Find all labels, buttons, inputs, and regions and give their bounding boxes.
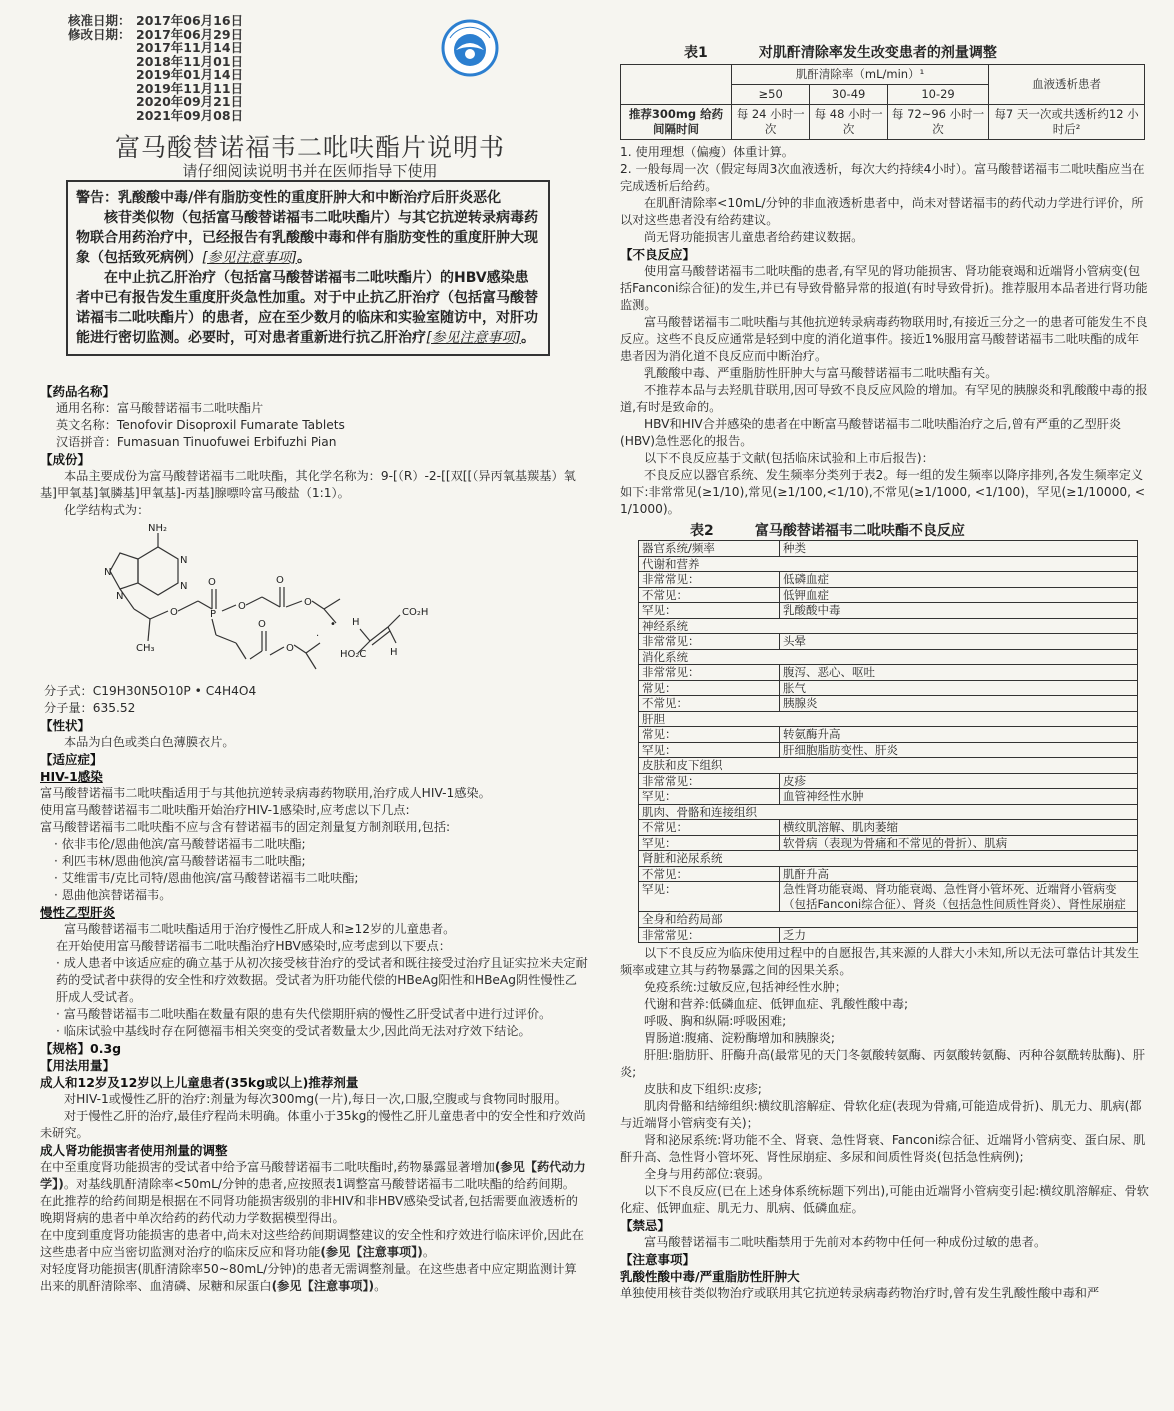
frequency-cell: 非常常见： bbox=[639, 665, 780, 681]
reaction-cell: 转氨酶升高 bbox=[780, 727, 1138, 743]
category-cell: 肾脏和泌尿系统 bbox=[639, 851, 1138, 867]
hiv-text-1: 富马酸替诺福韦二吡呋酯适用于与其他抗逆转录病毒药物联用,治疗成人HIV-1感染。 bbox=[40, 786, 491, 800]
svg-text:N: N bbox=[180, 581, 188, 592]
right-column bbox=[620, 42, 1150, 1302]
subheading-lactic-acidosis: 乳酸性酸中毒/严重脂肪性肝肿大 bbox=[620, 1269, 800, 1284]
table-category-row bbox=[639, 711, 1138, 727]
section-heading-spec: 【规格】0.3g bbox=[40, 1041, 122, 1056]
frequency-cell: 非常常见： bbox=[639, 634, 780, 650]
date-entry: 2019年01月14日 bbox=[136, 67, 244, 82]
adverse-text: 乳酸酸中毒、严重脂肪性肝肿大与富马酸替诺福韦二吡呋酯有关。 bbox=[644, 366, 998, 380]
dose-text-1: 对HIV-1或慢性乙肝的治疗:剂量为每次300mg(一片),每日一次,口服,空腹或与食物同时服用。 bbox=[64, 1092, 567, 1106]
list-item: · 艾维雷韦/克比司特/恩曲他滨/富马酸替诺福韦二吡呋酯; bbox=[54, 871, 359, 885]
reaction-cell: 肌酐升高 bbox=[780, 866, 1138, 882]
svg-text:O: O bbox=[304, 597, 312, 608]
svg-text:HO₂C: HO₂C bbox=[340, 649, 367, 660]
svg-text:O: O bbox=[258, 619, 266, 630]
svg-text:•: • bbox=[330, 619, 336, 630]
list-item: · 依非韦伦/恩曲他滨/富马酸替诺福韦二吡呋酯; bbox=[54, 837, 306, 851]
table-row bbox=[639, 572, 1138, 588]
category-cell: 消化系统 bbox=[639, 649, 1138, 665]
crcl-header: 肌酐清除率（mL/min）¹ bbox=[732, 65, 989, 85]
svg-text:N: N bbox=[104, 567, 112, 578]
date-entry: 2020年09月21日 bbox=[136, 94, 244, 109]
frequency-cell: 罕见： bbox=[639, 882, 780, 912]
frequency-cell: 罕见： bbox=[639, 835, 780, 851]
column-header: 10-29 bbox=[887, 85, 988, 105]
svg-text:N: N bbox=[180, 555, 188, 566]
post-marketing-item: 肝胆:脂肪肝、肝酶升高(最常见的天门冬氨酸转氨酶、丙氨酸转氨酶、丙种谷氨酰转肽酶)、肝炎; bbox=[620, 1048, 1146, 1079]
frequency-cell: 不常见： bbox=[639, 696, 780, 712]
post-marketing-text: 以下不良反应为临床使用过程中的自愿报告,其来源的人群大小未知,所以无法可靠估计其发生频率或建立其与药物暴露之间的因果关系。 bbox=[620, 946, 1140, 977]
frequency-cell: 常见： bbox=[639, 680, 780, 696]
category-cell: 皮肤和皮下组织 bbox=[639, 758, 1138, 774]
section-heading-indications: 【适应症】 bbox=[40, 752, 103, 767]
table-row bbox=[639, 696, 1138, 712]
adverse-text: 使用富马酸替诺福韦二吡呋酯的患者,有罕见的肾功能损害、肾功能衰竭和近端肾小管病变(包括Fanconi综合征)的发生,并已有导致骨骼异常的报道(有时导致骨折)。推荐服用本品者进行肾功能监测。 bbox=[620, 264, 1148, 312]
table-row bbox=[639, 866, 1138, 882]
composition-text: 本品主要成份为富马酸替诺福韦二吡呋酯，其化学名称为：9-[（R）-2-[[双[[（异丙氧基羰基）氧基]甲氧基]氧膦基]甲氧基]-丙基]腺嘌呤富马酸盐（1:1）。 bbox=[40, 469, 576, 500]
table-cell: 每 72~96 小时一次 bbox=[887, 105, 988, 140]
adverse-text: 不良反应以器官系统、发生频率分类列于表2。每一组的发生频率以降序排列,各发生频率定义如下:非常常见(≥1/10),常见(≥1/100,<1/10),不常见(≥1/1000, <1/100)，罕见(≥1/10000, < 1/1000)。 bbox=[620, 468, 1146, 516]
svg-text:O: O bbox=[286, 643, 294, 654]
table-row bbox=[639, 835, 1138, 851]
table1-caption: 表1 对肌酐清除率发生改变患者的剂量调整 bbox=[684, 45, 997, 61]
section-heading-precautions: 【注意事项】 bbox=[620, 1252, 696, 1267]
svg-text:·: · bbox=[316, 631, 320, 642]
note-text: 在肌酐清除率<10mL/分钟的非血液透析患者中，尚未对替诺福韦的药代动力学进行评价，所以对这些患者没有给药建议。 bbox=[620, 196, 1144, 227]
category-cell: 肌肉、骨骼和连接组织 bbox=[639, 804, 1138, 820]
hiv-text-2: 使用富马酸替诺福韦二吡呋酯开始治疗HIV-1感染时,应考虑以下几点: bbox=[40, 803, 410, 817]
table-category-row bbox=[639, 556, 1138, 572]
post-marketing-item: 肌肉骨骼和结缔组织:横纹肌溶解症、骨软化症(表现为骨痛,可能造成骨折)、肌无力、肌病(都与近端肾小管病变有关)； bbox=[620, 1099, 1142, 1130]
warning-box bbox=[66, 180, 550, 356]
reaction-cell: 肝细胞脂肪变性、肝炎 bbox=[780, 742, 1138, 758]
frequency-cell: 非常常见： bbox=[639, 927, 780, 943]
column-header: 器官系统/频率 bbox=[639, 541, 780, 557]
warning-heading: 警告：乳酸酸中毒/伴有脂肪变性的重度肝肿大和中断治疗后肝炎恶化 bbox=[76, 190, 502, 206]
svg-text:NH₂: NH₂ bbox=[148, 523, 168, 534]
table-cell: 每 48 小时一次 bbox=[810, 105, 888, 140]
hbv-text-4: · 富马酸替诺福韦二吡呋酯在数量有限的患有失代偿期肝病的慢性乙肝受试者中进行过评价。 bbox=[56, 1007, 552, 1021]
frequency-cell: 罕见： bbox=[639, 789, 780, 805]
renal-text-3: 在中度到重度肾功能损害的患者中,尚未对这些给药间期调整建议的安全性和疗效进行临床评价,因此在这些患者中应当密切监测对治疗的临床反应和肾功能(参见【注意事项】)。 bbox=[40, 1228, 584, 1259]
section-heading-composition: 【成份】 bbox=[40, 452, 91, 467]
section-heading-dosage: 【用法用量】 bbox=[40, 1058, 116, 1073]
reaction-cell: 横纹肌溶解、肌肉萎缩 bbox=[780, 820, 1138, 836]
frequency-cell: 不常见： bbox=[639, 587, 780, 603]
renal-text-4: 对轻度肾功能损害(肌酐清除率50~80mL/分钟)的患者无需调整剂量。在这些患者中应定期监测计算出来的肌酐清除率、血清磷、尿糖和尿蛋白(参见【注意事项】)。 bbox=[40, 1262, 577, 1293]
list-item: · 利匹韦林/恩曲他滨/富马酸替诺福韦二吡呋酯; bbox=[54, 854, 306, 868]
hbv-text-2: 在开始使用富马酸替诺福韦二吡呋酯治疗HBV感染时,应考虑到以下要点： bbox=[56, 939, 451, 953]
dose-adjustment-table bbox=[620, 64, 1145, 140]
table2-caption: 表2 富马酸替诺福韦二吡呋酯不良反应 bbox=[690, 523, 965, 539]
post-marketing-item: 皮肤和皮下组织:皮疹; bbox=[644, 1082, 762, 1096]
subheading-hiv: HIV-1感染 bbox=[40, 769, 103, 784]
post-marketing-item: 全身与用药部位:衰弱。 bbox=[644, 1167, 770, 1181]
precaution-text: 单独使用核苷类似物治疗或联用其它抗逆转录病毒药物治疗时,曾有发生乳酸性酸中毒和严 bbox=[620, 1286, 1100, 1300]
note-text: 尚无肾功能损害儿童患者给药建议数据。 bbox=[644, 230, 864, 244]
date-block bbox=[68, 14, 248, 122]
adverse-text: HBV和HIV合并感染的患者在中断富马酸替诺福韦二吡呋酯治疗之后,曾有严重的乙型肝炎(HBV)急性恶化的报告。 bbox=[620, 417, 1122, 448]
category-cell: 代谢和营养 bbox=[639, 556, 1138, 572]
pinyin-name: 汉语拼音：Fumasuan Tinuofuwei Erbifuzhi Pian bbox=[56, 435, 337, 449]
hemodialysis-header: 血液透析患者 bbox=[989, 65, 1145, 105]
table-row bbox=[639, 634, 1138, 650]
adverse-text: 以下不良反应基于文献(包括临床试验和上市后报告)： bbox=[644, 451, 934, 465]
reaction-cell: 头晕 bbox=[780, 634, 1138, 650]
post-marketing-item: 代谢和营养:低磷血症、低钾血症、乳酸性酸中毒; bbox=[644, 997, 909, 1011]
document-subtitle: 请仔细阅读说明书并在医师指导下使用 bbox=[182, 162, 438, 180]
properties-text: 本品为白色或类白色薄膜衣片。 bbox=[64, 735, 235, 749]
hbv-text-5: · 临床试验中基线时存在阿德福韦相关突变的受试者数量太少,因此尚无法对疗效下结论。 bbox=[56, 1024, 531, 1038]
frequency-cell: 罕见： bbox=[639, 603, 780, 619]
column-header: 30-49 bbox=[810, 85, 888, 105]
table-row bbox=[639, 820, 1138, 836]
svg-text:P: P bbox=[210, 609, 217, 620]
table-row bbox=[639, 727, 1138, 743]
date-entry: 2021年09月08日 bbox=[136, 107, 244, 123]
frequency-cell: 非常常见： bbox=[639, 773, 780, 789]
table-category-row bbox=[639, 618, 1138, 634]
svg-text:O: O bbox=[238, 601, 246, 612]
reaction-cell: 急性肾功能衰竭、肾功能衰竭、急性肾小管坏死、近端肾小管病变（包括Fanconi综合征）、肾炎（包括急性间质性肾炎）、肾性尿崩症 bbox=[780, 882, 1138, 912]
reaction-cell: 软骨病（表现为骨痛和不常见的骨折）、肌病 bbox=[780, 835, 1138, 851]
date-entry: 2017年06月29日 bbox=[136, 26, 244, 42]
english-name: 英文名称：Tenofovir Disoproxil Fumarate Tablets bbox=[56, 418, 345, 432]
column-header: 种类 bbox=[780, 541, 1138, 557]
revised-date-label: 修改日期： bbox=[68, 26, 131, 42]
reaction-cell: 胀气 bbox=[780, 680, 1138, 696]
hbv-text-1: 富马酸替诺福韦二吡呋酯适用于治疗慢性乙肝成人和≥12岁的儿童患者。 bbox=[64, 922, 456, 936]
table-category-row bbox=[639, 758, 1138, 774]
consistency-evaluation-logo bbox=[440, 18, 500, 78]
dose-text-2: 对于慢性乙肝的治疗,最佳疗程尚未明确。体重小于35kg的慢性乙肝儿童患者中的安全性和疗效尚未研究。 bbox=[40, 1109, 586, 1140]
footnote-1: 1. 使用理想（偏瘦）体重计算。 bbox=[620, 145, 794, 159]
svg-text:CO₂H: CO₂H bbox=[402, 607, 429, 618]
reaction-cell: 腹泻、恶心、呕吐 bbox=[780, 665, 1138, 681]
reaction-cell: 胰腺炎 bbox=[780, 696, 1138, 712]
renal-text-2: 在此推荐的给药间期是根据在不同肾功能损害级别的非HIV和非HBV感染受试者,包括需要血液透析的晚期肾病的患者中单次给药的药代动力学数据模型得出。 bbox=[40, 1194, 578, 1225]
reaction-cell: 低磷血症 bbox=[780, 572, 1138, 588]
post-marketing-item: 肾和泌尿系统:肾功能不全、肾衰、急性肾衰、Fanconi综合征、近端肾小管病变、蛋白尿、肌酐升高、急性肾小管坏死、肾性尿崩症、多尿和间质性肾炎(包括急性病例); bbox=[620, 1133, 1146, 1164]
adverse-reaction-table bbox=[638, 540, 1138, 943]
document-title: 富马酸替诺福韦二吡呋酯片说明书 bbox=[114, 133, 505, 162]
svg-text:H: H bbox=[352, 617, 360, 628]
table-row bbox=[639, 587, 1138, 603]
svg-text:N: N bbox=[116, 591, 124, 602]
section-heading-contraindications: 【禁忌】 bbox=[620, 1218, 671, 1233]
table-row bbox=[639, 603, 1138, 619]
renal-text-1: 在中至重度肾功能损害的受试者中给予富马酸替诺福韦二吡呋酯时,药物暴露显著增加(参见【药代动力学】)。对基线肌酐清除率<50mL/分钟的患者,应按照表1调整富马酸替诺福韦二吡呋酯的给药间期。 bbox=[40, 1160, 586, 1191]
table-row bbox=[639, 789, 1138, 805]
approved-date-label: 核准日期： bbox=[68, 13, 131, 28]
warning-paragraph-1: 核苷类似物（包括富马酸替诺福韦二吡呋酯片）与其它抗逆转录病毒药物联合用药治疗中，已经报告有乳酸酸中毒和伴有脂肪变性的重度肝肿大现象（包括致死病例）[参见注意事项]。 bbox=[76, 210, 538, 266]
warning-reference: [参见注意事项] bbox=[202, 250, 297, 266]
table-cell: 每7 天一次或共透析约12 小时后² bbox=[989, 105, 1145, 140]
subheading-adult-dose: 成人和12岁及12岁以上儿童患者(35kg或以上)推荐剂量 bbox=[40, 1075, 359, 1090]
frequency-cell: 不常见： bbox=[639, 866, 780, 882]
table-row bbox=[639, 927, 1138, 943]
warning-paragraph-2: 在中止抗乙肝治疗（包括富马酸替诺福韦二吡呋酯片）的HBV感染患者中已有报告发生重度肝炎急性加重。对于中止抗乙肝治疗（包括富马酸替诺福韦二吡呋酯片）的患者，应在至少数月的临床和实验室随访中，对肝功能进行密切监测。必要时，可对患者重新进行抗乙肝治疗[参见注意事项]。 bbox=[76, 270, 538, 346]
hbv-text-3: · 成人患者中该适应症的确立基于从初次接受核苷治疗的受试者和既往接受过治疗且证实拉米夫定耐药的受试者中获得的安全性和疗效数据。受试者为肝功能代偿的HBeAg阳性和HBeAg阴性慢性乙肝成人受试者。 bbox=[56, 956, 588, 1004]
structure-label: 化学结构式为： bbox=[64, 503, 150, 517]
svg-text:H: H bbox=[390, 647, 398, 658]
column-header: ≥50 bbox=[732, 85, 810, 105]
molecular-weight: 分子量：635.52 bbox=[44, 701, 136, 715]
reaction-cell: 血管神经性水肿 bbox=[780, 789, 1138, 805]
section-heading-adverse: 【不良反应】 bbox=[620, 247, 696, 262]
list-item: · 恩曲他滨替诺福韦。 bbox=[54, 888, 172, 902]
svg-text:O: O bbox=[170, 607, 178, 618]
table-row bbox=[639, 742, 1138, 758]
contraindication-text: 富马酸替诺福韦二吡呋酯禁用于先前对本药物中任何一种成份过敏的患者。 bbox=[644, 1235, 1047, 1249]
post-marketing-item: 呼吸、胸和纵隔:呼吸困难; bbox=[644, 1014, 787, 1028]
section-heading-properties: 【性状】 bbox=[40, 718, 91, 733]
subheading-renal: 成人肾功能损害者使用剂量的调整 bbox=[40, 1143, 228, 1158]
post-marketing-item: 胃肠道:腹痛、淀粉酶增加和胰腺炎; bbox=[644, 1031, 836, 1045]
category-cell: 神经系统 bbox=[639, 618, 1138, 634]
molecular-formula: 分子式：C19H30N5O10P • C4H4O4 bbox=[44, 684, 257, 698]
reaction-cell: 乏力 bbox=[780, 927, 1138, 943]
reaction-cell: 低钾血症 bbox=[780, 587, 1138, 603]
section-heading-drug-name: 【药品名称】 bbox=[40, 384, 116, 399]
reaction-cell: 乳酸酸中毒 bbox=[780, 603, 1138, 619]
date-entry: 2018年11月01日 bbox=[136, 53, 244, 69]
table-row bbox=[639, 680, 1138, 696]
footnote-2: 2. 一般每周一次（假定每周3次血液透析，每次大约持续4小时）。富马酸替诺福韦二吡呋酯应当在完成透析后给药。 bbox=[620, 162, 1145, 193]
frequency-cell: 常见： bbox=[639, 727, 780, 743]
date-entry: 2017年06月16日 bbox=[136, 13, 244, 28]
table-category-row bbox=[639, 851, 1138, 867]
table-row bbox=[639, 882, 1138, 912]
left-column bbox=[40, 383, 588, 1295]
frequency-cell: 不常见： bbox=[639, 820, 780, 836]
reaction-cell: 皮疹 bbox=[780, 773, 1138, 789]
row-label: 推荐300mg 给药间隔时间 bbox=[621, 105, 732, 140]
table-category-row bbox=[639, 649, 1138, 665]
table-row bbox=[639, 665, 1138, 681]
category-cell: 全身和给药局部 bbox=[639, 912, 1138, 928]
hiv-text-3: 富马酸替诺福韦二吡呋酯不应与含有替诺福韦的固定剂量复方制剂联用,包括: bbox=[40, 820, 451, 834]
generic-name: 通用名称：富马酸替诺福韦二吡呋酯片 bbox=[56, 401, 264, 415]
svg-text:O: O bbox=[208, 577, 216, 588]
svg-text:CH₃: CH₃ bbox=[136, 643, 155, 654]
post-marketing-item: 以下不良反应(已在上述身体系统标题下列出),可能由近端肾小管病变引起:横纹肌溶解症、骨软化症、低钾血症、肌无力、肌病、低磷血症。 bbox=[620, 1184, 1149, 1215]
subheading-hbv: 慢性乙型肝炎 bbox=[40, 905, 116, 920]
date-entry: 2019年11月11日 bbox=[136, 80, 244, 96]
warning-reference: [参见注意事项] bbox=[426, 330, 521, 346]
svg-text:O: O bbox=[276, 575, 284, 586]
table-cell: 每 24 小时一次 bbox=[732, 105, 810, 140]
frequency-cell: 非常常见： bbox=[639, 572, 780, 588]
post-marketing-item: 免疫系统:过敏反应,包括神经性水肿； bbox=[644, 980, 847, 994]
table-category-row bbox=[639, 912, 1138, 928]
frequency-cell: 罕见： bbox=[639, 742, 780, 758]
adverse-text: 富马酸替诺福韦二吡呋酯与其他抗逆转录病毒药物联用时,有接近三分之一的患者可能发生不良反应。这些不良反应通常是轻到中度的消化道事件。接近1%服用富马酸替诺福韦二吡呋酯的成年患者因为消化道不良反应而中断治疗。 bbox=[620, 315, 1148, 363]
category-cell: 肝胆 bbox=[639, 711, 1138, 727]
table-row bbox=[639, 773, 1138, 789]
chemical-structure-diagram bbox=[40, 519, 460, 679]
date-entry: 2017年11月14日 bbox=[136, 40, 244, 55]
table-category-row bbox=[639, 804, 1138, 820]
adverse-text: 不推荐本品与去羟肌苷联用,因可导致不良反应风险的增加。有罕见的胰腺炎和乳酸酸中毒的报道,有时是致命的。 bbox=[620, 383, 1148, 414]
